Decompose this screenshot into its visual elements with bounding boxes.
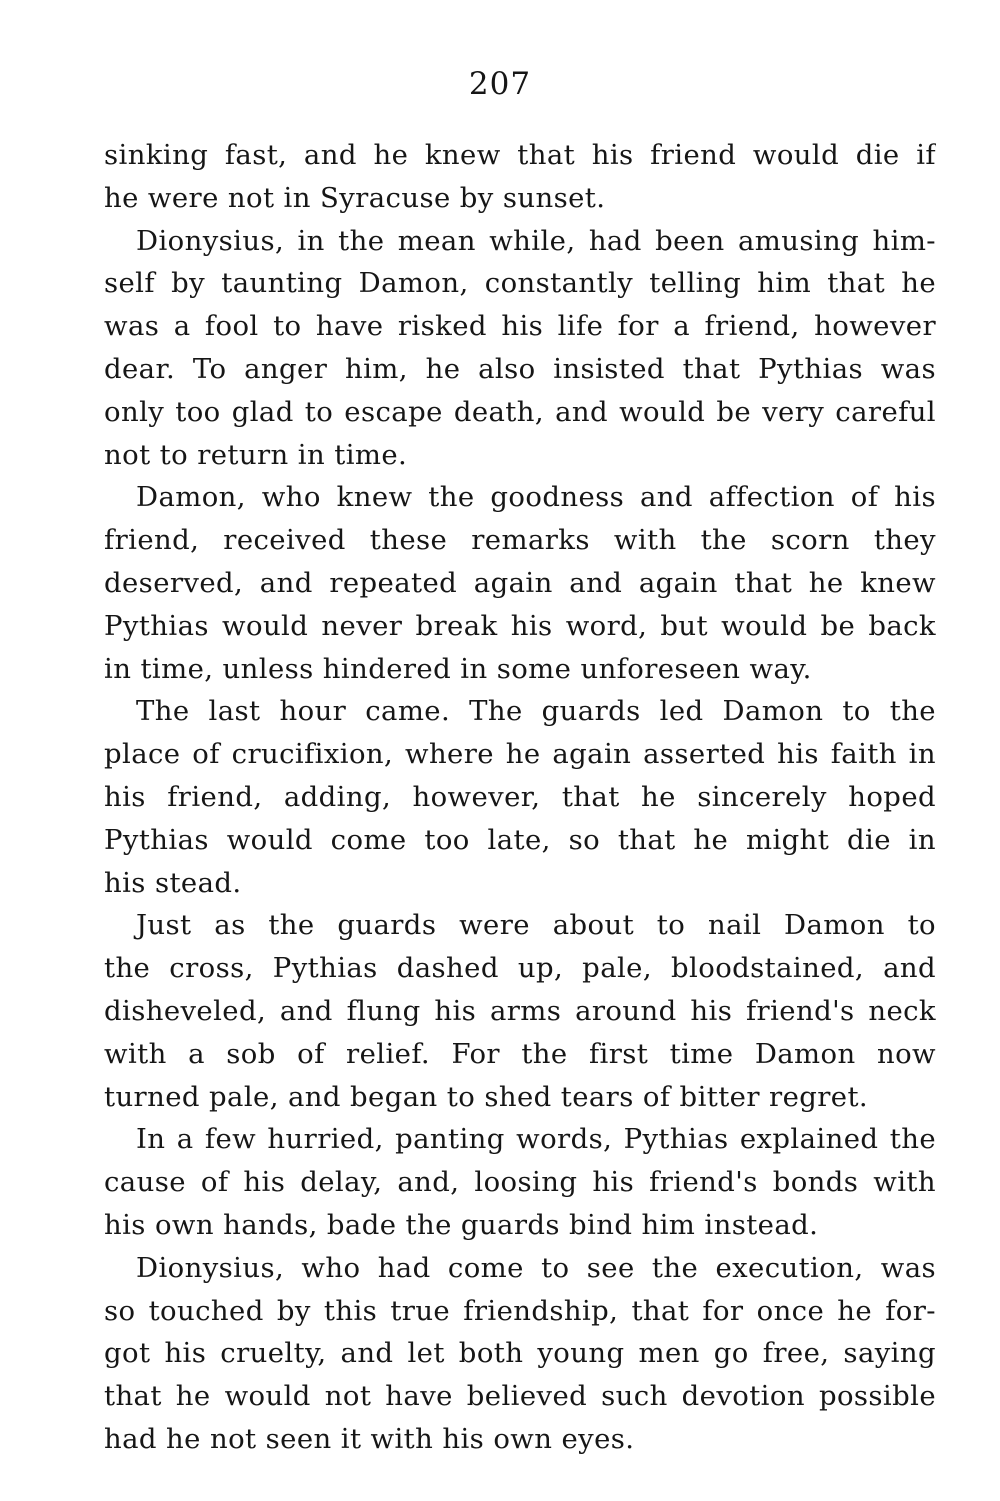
text-line: Dionysius, who had come to see the execution, was	[136, 1251, 936, 1284]
text-line: turned pale, and began to shed tears of bitter regret.	[104, 1080, 869, 1113]
text-line: disheveled, and flung his arms around his friend's neck	[104, 994, 936, 1027]
text-line: got his cruelty, and let both young men go free, saying	[104, 1337, 936, 1370]
text-line: his friend, adding, however, that he sincerely hoped	[104, 780, 936, 813]
page-number: 207	[468, 66, 532, 102]
text-line: not to return in time.	[104, 438, 408, 471]
text-line: place of crucifixion, where he again asserted his faith in	[104, 738, 936, 771]
text-line: the cross, Pythias dashed up, pale, bloodstained, and	[104, 952, 936, 985]
text-line: his stead.	[104, 866, 242, 899]
text-line: deserved, and repeated again and again that he knew	[104, 566, 936, 599]
text-line: with a sob of relief. For the first time Damon now	[104, 1037, 936, 1070]
text-line: in time, unless hindered in some unforeseen way.	[104, 652, 812, 685]
text-line: The last hour came. The guards led Damon to the	[136, 695, 936, 728]
text-line: In a few hurried, panting words, Pythias explained the	[136, 1123, 936, 1156]
text-line: only too glad to escape death, and would be very careful	[104, 395, 936, 428]
text-line: Dionysius, in the mean while, had been amusing him-	[136, 224, 936, 257]
body-text	[104, 134, 936, 1461]
text-line: he were not in Syracuse by sunset.	[104, 181, 606, 214]
text-line: Pythias would never break his word, but would be back	[104, 609, 936, 642]
text-line: cause of his delay, and, loosing his friend's bonds with	[104, 1166, 936, 1199]
text-line: Pythias would come too late, so that he might die in	[104, 823, 936, 856]
text-line: friend, received these remarks with the scorn they	[104, 524, 936, 557]
text-line: dear. To anger him, he also insisted that Pythias was	[104, 352, 936, 385]
text-line: was a fool to have risked his life for a friend, however	[104, 310, 936, 343]
text-line: Damon, who knew the goodness and affection of his	[136, 481, 936, 514]
text-line: had he not seen it with his own eyes.	[104, 1422, 635, 1455]
text-line: Just as the guards were about to nail Damon to	[136, 909, 936, 942]
text-line: self by taunting Damon, constantly telling him that he	[104, 267, 936, 300]
text-line: so touched by this true friendship, that for once he for-	[104, 1294, 936, 1327]
text-line: that he would not have believed such devotion possible	[104, 1380, 936, 1413]
text-line: sinking fast, and he knew that his friend would die if	[104, 139, 936, 171]
text-line: his own hands, bade the guards bind him instead.	[104, 1208, 819, 1241]
